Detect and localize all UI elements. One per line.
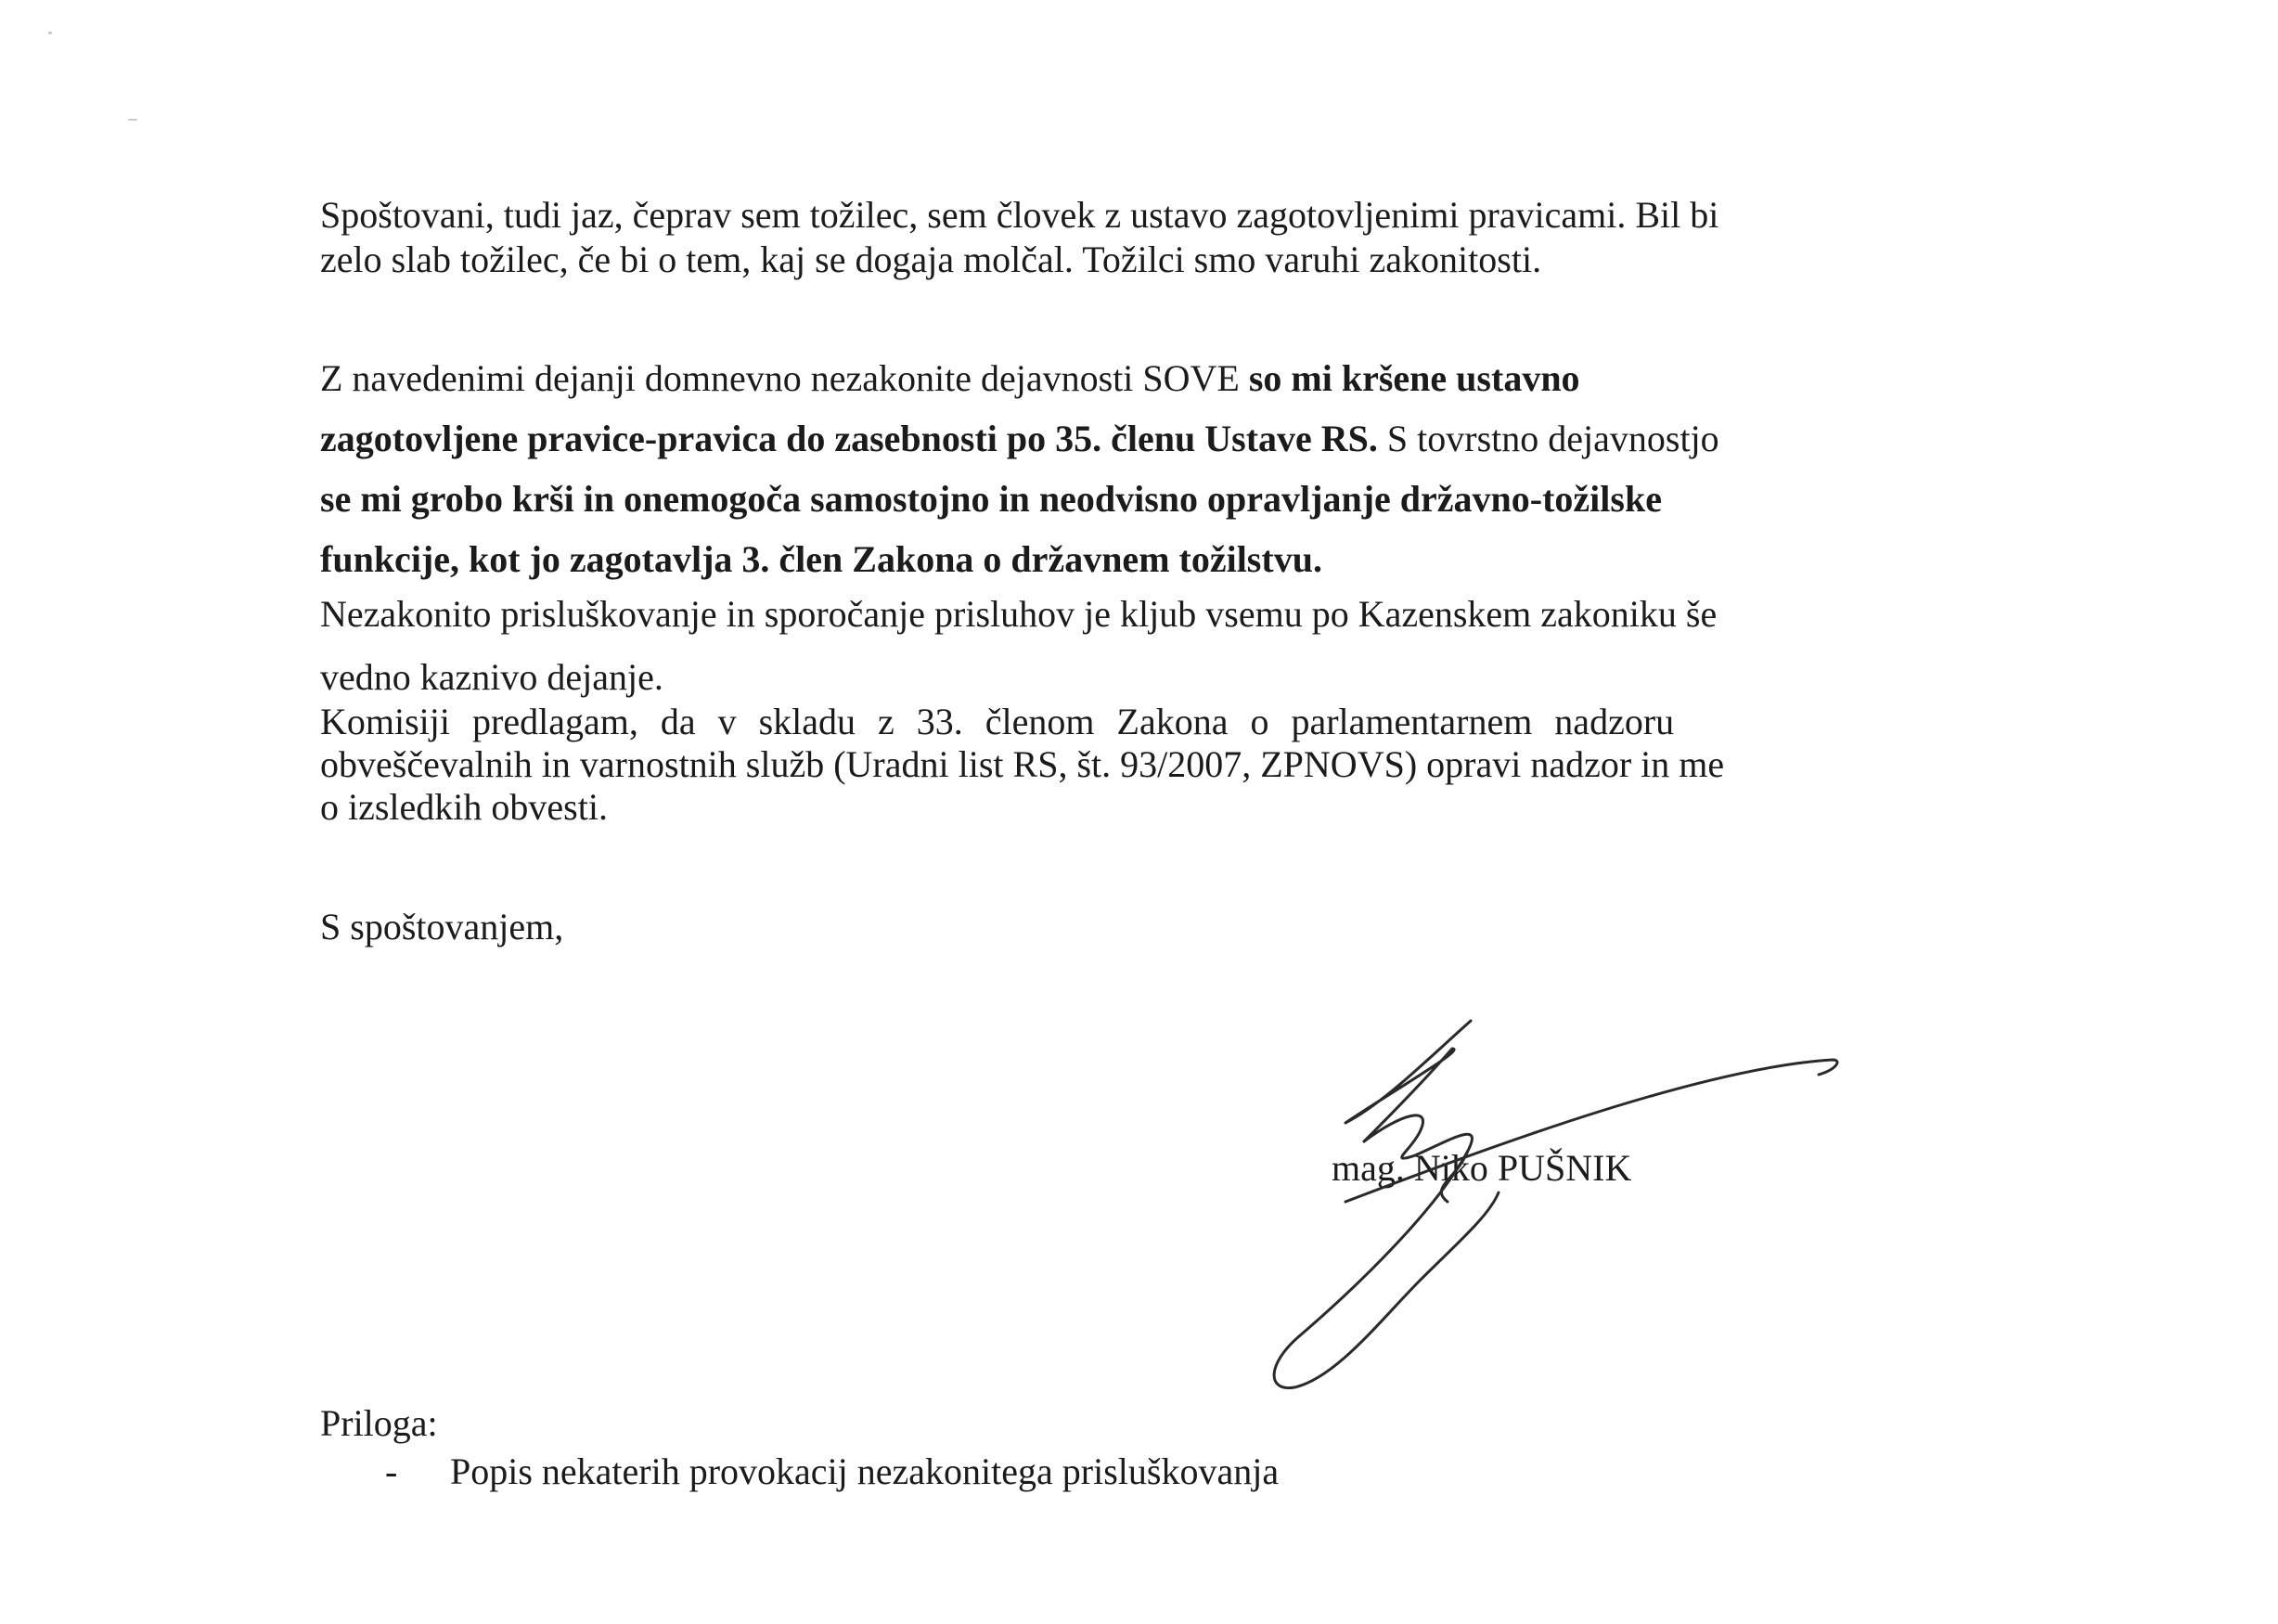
paragraph-bold-text: zagotovljene pravice-pravica do zasebnosti po 35. členu Ustave RS.: [320, 418, 1378, 459]
list-bullet: -: [385, 1450, 398, 1492]
paragraph-line: zelo slab tožilec, če bi o tem, kaj se dogaja molčal. Tožilci smo varuhi zakonitosti.: [320, 238, 1542, 280]
paragraph-line: Spoštovani, tudi jaz, čeprav sem tožilec, sem človek z ustavo zagotovljenimi pravicami. Bil bi: [320, 194, 1719, 236]
paragraph-bold-line: funkcije, kot jo zagotavlja 3. člen Zakona o državnem tožilstvu.: [320, 538, 1322, 580]
paragraph-line: o izsledkih obvesti.: [320, 786, 608, 828]
scan-speck: [48, 32, 52, 34]
paragraph-bold-line: se mi grobo krši in onemogoča samostojno in neodvisno opravljanje državno-tožilske: [320, 478, 1662, 520]
paragraph-violation: [320, 348, 1939, 589]
paragraph-line: Komisiji predlagam, da v skladu z 33. členom Zakona o parlamentarnem nadzoru: [320, 701, 1675, 742]
list-item: [385, 1450, 1279, 1493]
paragraph-text: Z navedenimi dejanji domnevno nezakonite dejavnosti SOVE: [320, 357, 1249, 399]
scan-speck: [128, 119, 137, 121]
paragraph-greeting: [320, 193, 1939, 282]
attachment-list: [385, 1450, 1279, 1493]
paragraph-line: [320, 348, 1939, 408]
attachment-text: Popis nekaterih provokacij nezakonitega prisluškovanja: [450, 1450, 1280, 1492]
paragraph-criminal-act: [320, 583, 1939, 709]
handwritten-signature: [1225, 1002, 1874, 1429]
paragraph-line: obveščevalnih in varnostnih služb (Uradni list RS, št. 93/2007, ZPNOVS) opravi nadzor in me: [320, 743, 1725, 785]
closing-salutation: S spoštovanjem,: [320, 906, 564, 947]
paragraph-text: S tovrstno dejavnostjo: [1377, 418, 1719, 459]
paragraph-proposal: [320, 701, 1939, 829]
paragraph-line: [320, 408, 1939, 469]
paragraph-line: vedno kaznivo dejanje.: [320, 656, 663, 698]
attachment-label: Priloga:: [320, 1402, 438, 1444]
paragraph-line: Nezakonito prisluškovanje in sporočanje prisluhov je kljub vsemu po Kazenskem zakoniku še: [320, 593, 1718, 635]
paragraph-bold-text: so mi kršene ustavno: [1248, 357, 1580, 399]
signer-name: mag. Niko PUŠNIK: [1332, 1147, 1632, 1189]
